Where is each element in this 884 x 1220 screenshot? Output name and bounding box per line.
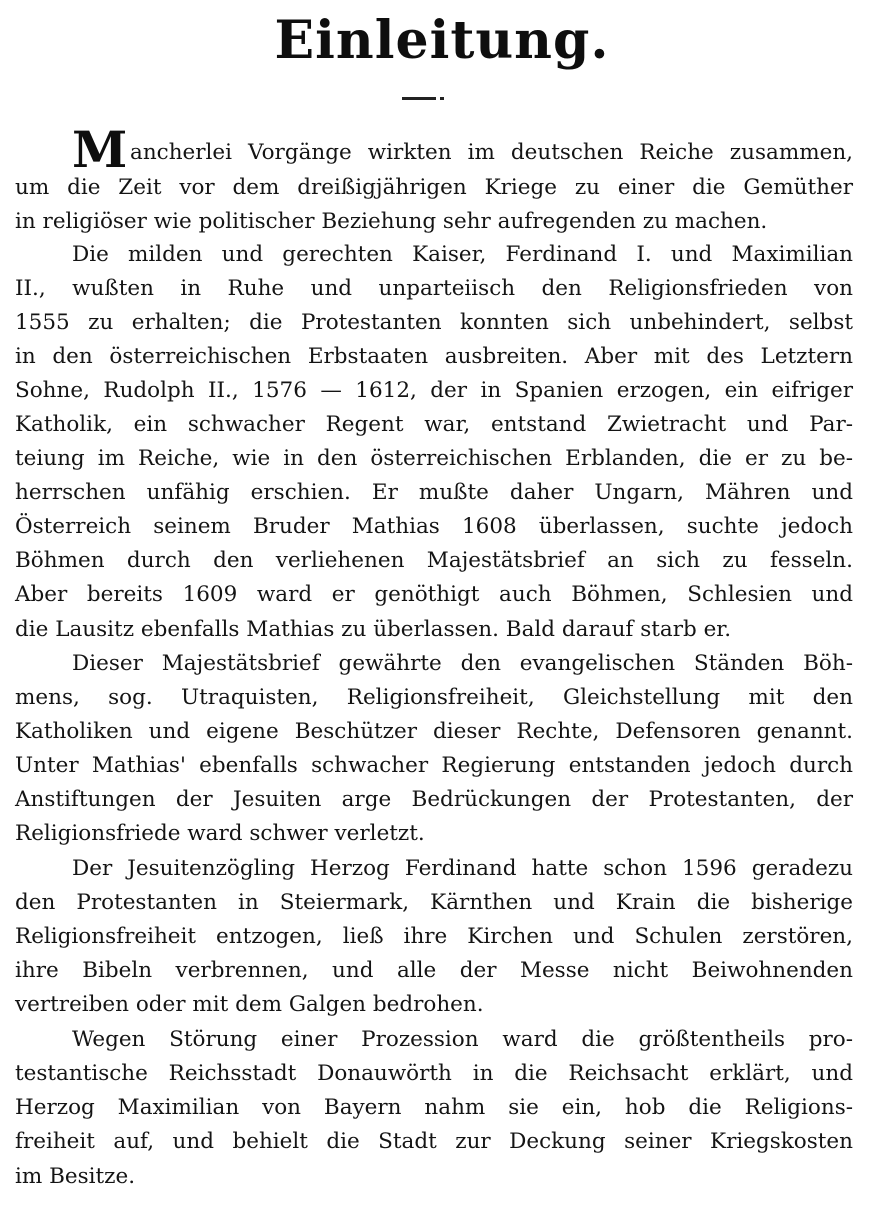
text-line: II., wußten in Ruhe und unparteiisch den Religionsfrieden von xyxy=(15,276,853,301)
text-line: Böhmen durch den verliehenen Majestätsbrief an sich zu fesseln. xyxy=(15,548,853,573)
text-line: Aber bereits 1609 ward er genöthigt auch Böhmen, Schlesien und xyxy=(15,582,853,607)
text-line: teiung im Reiche, wie in den österreichischen Erblanden, die er zu be- xyxy=(15,446,853,471)
text-line: Österreich seinem Bruder Mathias 1608 überlassen, suchte jedoch xyxy=(15,514,853,539)
text-line: testantische Reichsstadt Donauwörth in die Reichsacht erklärt, und xyxy=(15,1061,853,1086)
drop-cap: M xyxy=(72,120,128,179)
text-line: Die milden und gerechten Kaiser, Ferdinand I. und Maximilian xyxy=(72,242,853,267)
text-line: Katholik, ein schwacher Regent war, entstand Zwietracht und Par- xyxy=(15,412,853,437)
text-line: mens, sog. Utraquisten, Religionsfreiheit, Gleichstellung mit den xyxy=(15,685,853,710)
text-line: Katholiken und eigene Beschützer dieser Rechte, Defensoren genannt. xyxy=(15,719,853,744)
title-divider-dot xyxy=(440,97,444,100)
text-line: Religionsfriede ward schwer verletzt. xyxy=(15,821,425,846)
text-line: Herzog Maximilian von Bayern nahm sie ein, hob die Religions- xyxy=(15,1095,853,1120)
text-line: die Lausitz ebenfalls Mathias zu überlassen. Bald darauf starb er. xyxy=(15,617,732,642)
text-line: Wegen Störung einer Prozession ward die größtentheils pro- xyxy=(72,1027,853,1052)
text-line: vertreiben oder mit dem Galgen bedrohen. xyxy=(15,992,484,1017)
text-line: Religionsfreiheit entzogen, ließ ihre Kirchen und Schulen zerstören, xyxy=(15,924,853,949)
text-line: herrschen unfähig erschien. Er mußte daher Ungarn, Mähren und xyxy=(15,480,853,505)
text-line: um die Zeit vor dem dreißigjährigen Kriege zu einer die Gemüther xyxy=(15,175,853,200)
text-line: im Besitze. xyxy=(15,1164,136,1189)
text-line: den Protestanten in Steiermark, Kärnthen und Krain die bisherige xyxy=(15,890,853,915)
text-line: 1555 zu erhalten; die Protestanten konnten sich unbehindert, selbst xyxy=(15,310,853,335)
text-line: ancherlei Vorgänge wirkten im deutschen Reiche zusammen, xyxy=(130,140,853,165)
text-line: Sohne, Rudolph II., 1576 — 1612, der in Spanien erzogen, ein eifriger xyxy=(15,378,853,403)
text-line: Anstiftungen der Jesuiten arge Bedrückungen der Protestanten, der xyxy=(15,787,853,812)
text-line: in den österreichischen Erbstaaten ausbreiten. Aber mit des Letztern xyxy=(15,344,853,369)
text-line: Der Jesuitenzögling Herzog Ferdinand hatte schon 1596 geradezu xyxy=(72,856,853,881)
title-divider xyxy=(402,97,436,100)
text-line: freiheit auf, und behielt die Stadt zur Deckung seiner Kriegskosten xyxy=(15,1129,853,1154)
text-line: ihre Bibeln verbrennen, und alle der Messe nicht Beiwohnenden xyxy=(15,958,853,983)
text-line: Unter Mathias' ebenfalls schwacher Regierung entstanden jedoch durch xyxy=(15,753,853,778)
text-line: Dieser Majestätsbrief gewährte den evangelischen Ständen Böh- xyxy=(72,651,853,676)
page-title: Einleitung. xyxy=(274,10,610,71)
text-line: in religiöser wie politischer Beziehung sehr aufregenden zu machen. xyxy=(15,209,768,234)
